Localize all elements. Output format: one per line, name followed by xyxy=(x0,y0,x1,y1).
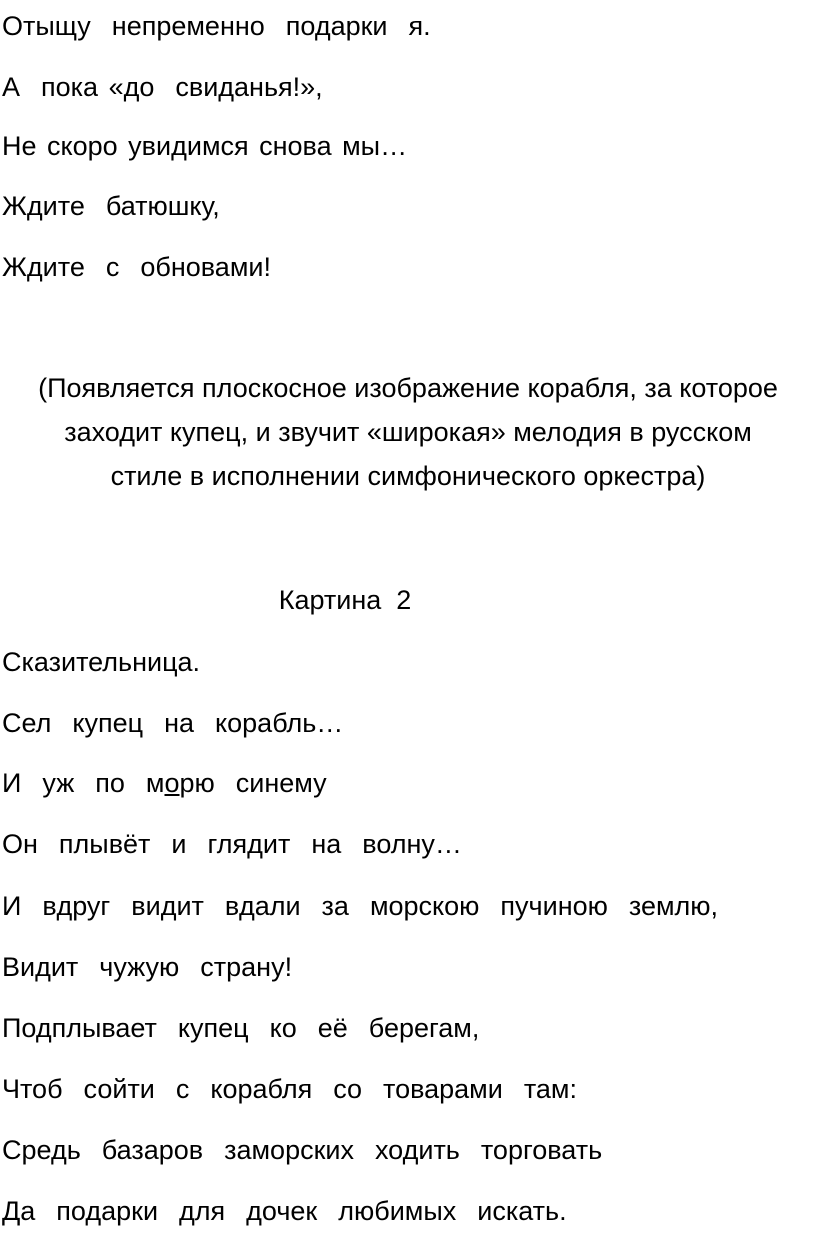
stage-direction-line-3: стиле в исполнении симфонического оркестра) xyxy=(110,461,706,491)
verse-line-7-part-a: И уж по м xyxy=(2,768,165,798)
stage-direction xyxy=(0,366,816,498)
verse-line-6: Сел купец на корабль… xyxy=(2,708,344,738)
verse-line-14: Да подарки для дочек любимых искать. xyxy=(2,1196,567,1226)
stage-direction-line-2: заходит купец, и звучит «широкая» мелодия в русском xyxy=(64,417,752,447)
verse-line-5: Ждите с обновами! xyxy=(2,252,271,282)
verse-line-7-part-b: рю синему xyxy=(179,768,327,798)
verse-line-7 xyxy=(2,766,327,800)
verse-line-1: Отыщу непременно подарки я. xyxy=(2,11,431,41)
verse-line-11: Подплывает купец ко её берегам, xyxy=(2,1013,480,1043)
verse-line-12: Чтоб сойти с корабля со товарами там: xyxy=(2,1074,577,1104)
verse-line-9: И вдруг видит вдали за морскою пучиною землю, xyxy=(2,891,719,921)
verse-line-10: Видит чужую страну! xyxy=(2,952,293,982)
verse-line-4: Ждите батюшку, xyxy=(2,191,220,221)
verse-line-3: Не скоро увидимся снова мы… xyxy=(2,131,408,161)
speaker-name: Сказительница. xyxy=(2,647,201,677)
stressed-vowel: о xyxy=(164,768,180,798)
stage-direction-line-1: (Появляется плоскосное изображение корабля, за которое xyxy=(38,373,778,403)
scene-title: Картина 2 xyxy=(278,585,412,615)
verse-line-2: А пока «до свиданья!», xyxy=(2,72,323,102)
verse-line-8: Он плывёт и глядит на волну… xyxy=(2,829,462,859)
verse-line-13: Средь базаров заморских ходить торговать xyxy=(2,1135,603,1165)
